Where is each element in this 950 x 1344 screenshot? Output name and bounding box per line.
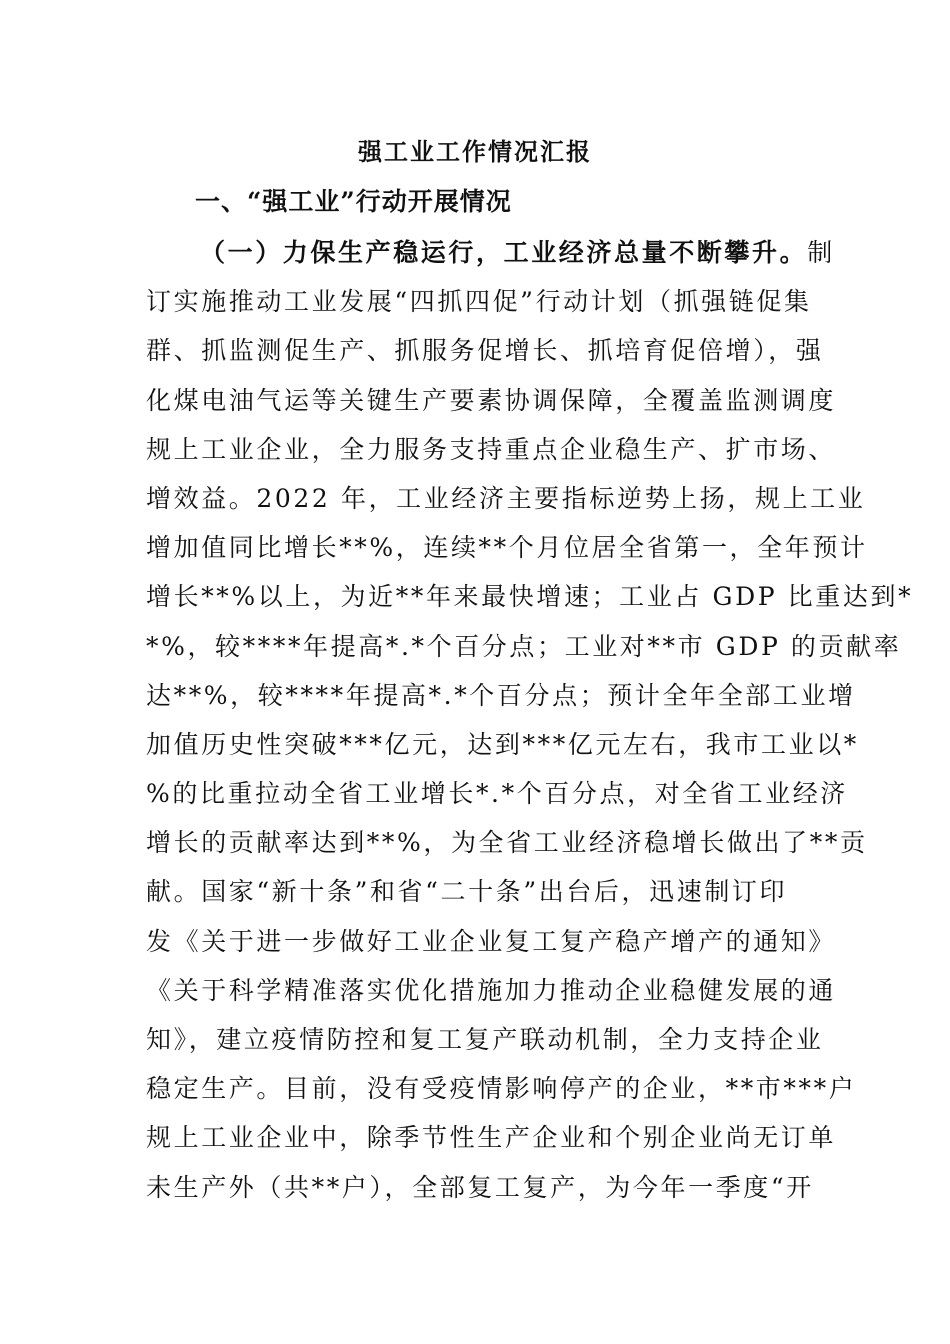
paragraph-line: 规上工业企业，全力服务支持重点企业稳生产、扩市场、 <box>146 434 837 464</box>
paragraph-line: 群、抓监测促生产、抓服务促增长、抓培育促倍增），强 <box>146 336 824 366</box>
paragraph-line: 发《关于进一步做好工业企业复工复产稳产增产的通知》 <box>146 926 837 956</box>
paragraph-line <box>146 228 835 277</box>
paragraph-lead: （一）力保生产稳运行，工业经济总量不断攀升。 <box>200 238 808 267</box>
paragraph-line: 知》，建立疫情防控和复工复产联动机制，全力支持企业 <box>146 1025 824 1054</box>
paragraph-body <box>146 228 914 1212</box>
paragraph-line: 未生产外（共**户），全部复工复产，为今年一季度“开 <box>146 1172 814 1202</box>
paragraph-line: 订实施推动工业发展“四抓四促”行动计划（抓强链促集 <box>146 287 812 317</box>
paragraph-line: 化煤电油气运等关键生产要素协调保障，全覆盖监测调度 <box>146 385 837 415</box>
paragraph-line: 增加值同比增长**%，连续**个月位居全省第一，全年预计 <box>146 533 868 563</box>
section-heading: 一、“强工业”行动开展情况 <box>195 187 512 216</box>
paragraph-line: 稳定生产。目前，没有受疫情影响停产的企业，**市***户 <box>146 1074 857 1104</box>
paragraph-line: 增长**%以上，为近**年来最快增速；工业占 GDP 比重达到* <box>146 582 914 612</box>
paragraph-line: *%，较****年提高*.*个百分点；工业对**市 GDP 的贡献率 <box>146 631 902 661</box>
paragraph-line: 《关于科学精准落实优化措施加力推动企业稳健发展的通 <box>146 975 837 1005</box>
document-title: 强工业工作情况汇报 <box>358 137 592 166</box>
paragraph-line: 加值历史性突破***亿元，达到***亿元左右，我市工业以* <box>146 729 859 759</box>
paragraph-line: 增长的贡献率达到**%，为全省工业经济稳增长做出了**贡 <box>146 828 868 858</box>
paragraph-line: 增效益。2022 年，工业经济主要指标逆势上扬，规上工业 <box>146 483 866 513</box>
paragraph-line: 献。国家“新十条”和省“二十条”出台后，迅速制订印 <box>146 877 788 907</box>
paragraph-line: 达**%，较****年提高*.*个百分点；预计全年全部工业增 <box>146 680 856 710</box>
paragraph-line: %的比重拉动全省工业增长*.*个百分点，对全省工业经济 <box>146 779 848 809</box>
paragraph-line: 规上工业企业中，除季节性生产企业和个别企业尚无订单 <box>146 1123 837 1153</box>
paragraph-text: 制 <box>807 238 835 267</box>
